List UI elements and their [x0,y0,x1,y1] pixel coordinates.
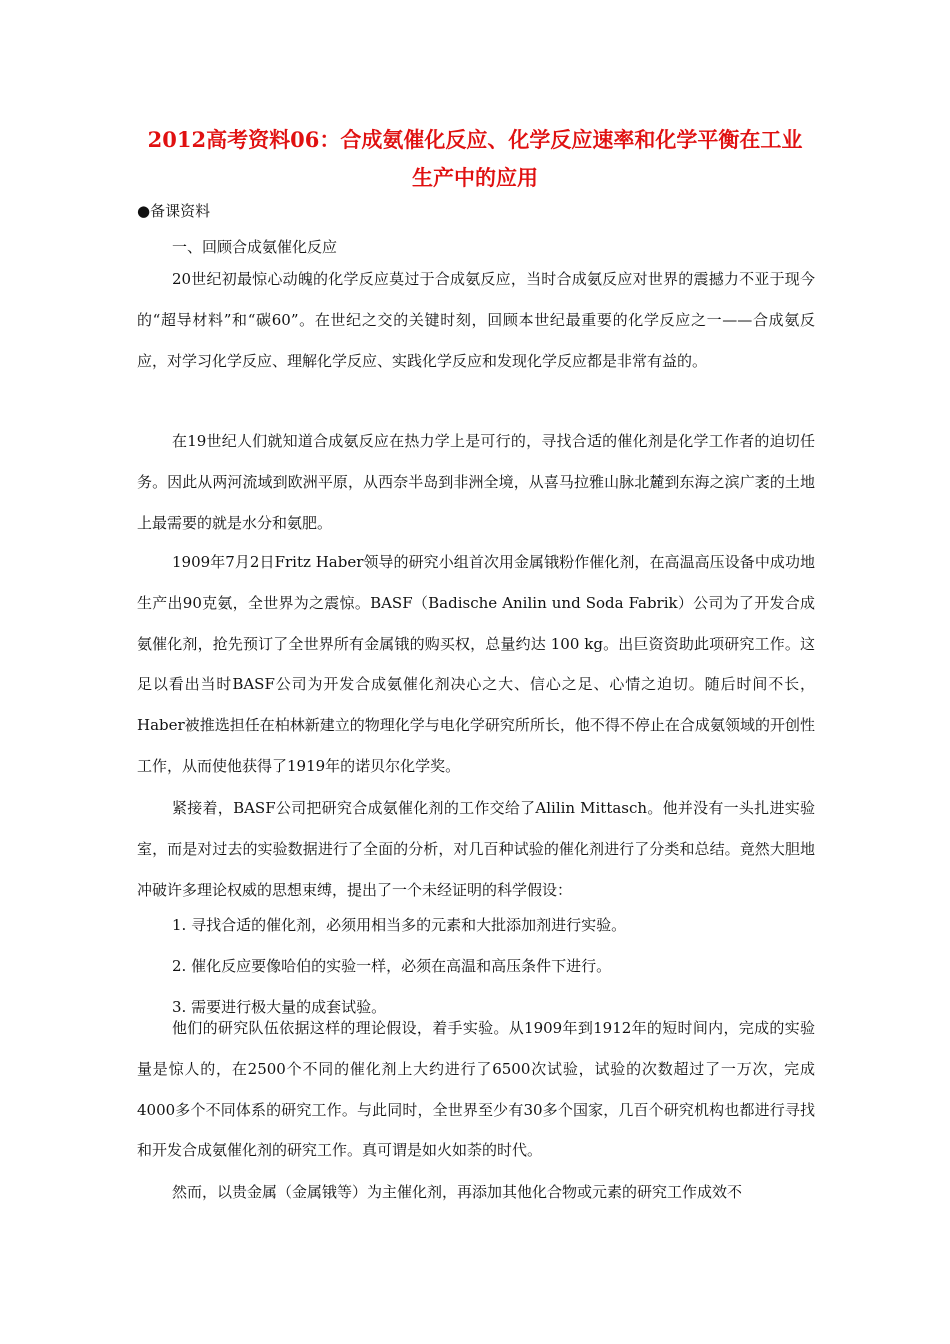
paragraph: 然而，以贵金属（金属锇等）为主催化剂，再添加其他化合物或元素的研究工作成效不 [172,1183,743,1201]
document-title [128,121,822,197]
section-marker: ●备课资料 [137,202,211,220]
paragraph: 1909年7月2日Fritz Haber领导的研究小组首次用金属锇粉作催化剂，在高温高压设备中成功地生产出90克氨，全世界为之震惊。BASF（Badische Anilin und Soda Fabrik）公司为了开发合成氨催化剂，抢先预订了全世界所有金属锇的购买权，总量约达 100 kg。出巨资资助此项研究工作。这足以看出当时BASF公司为开发合成氨催化剂决心之大、信心之足、心情之迫切。随后时间不长，Haber被推选担任在柏林新建立的物理化学与电化学研究所所长，他不得不停止在合成氨领域的开创性工作，从而使他获得了1919年的诺贝尔化学奖。 [137,553,815,775]
paragraph: 在19世纪人们就知道合成氨反应在热力学上是可行的，寻找合适的催化剂是化学工作者的迫切任务。因此从两河流域到欧洲平原，从西奈半岛到非洲全境，从喜马拉雅山脉北麓到东海之滨广袤的土地上最需要的就是水分和氨肥。 [137,432,815,532]
list-item: 2. 催化反应要像哈伯的实验一样，必须在高温和高压条件下进行。 [172,956,612,975]
title-line-2: 生产中的应用 [412,165,538,190]
subheading: 一、回顾合成氨催化反应 [172,238,338,256]
list-item: 3. 需要进行极大量的成套试验。 [172,997,387,1016]
list-item: 1. 寻找合适的催化剂，必须用相当多的元素和大批添加剂进行实验。 [172,916,627,934]
title-line-1: 2012高考资料06：合成氨催化反应、化学反应速率和化学平衡在工业 [147,127,803,152]
paragraph: 20世纪初最惊心动魄的化学反应莫过于合成氨反应，当时合成氨反应对世界的震撼力不亚于现今的“超导材料”和“碳60”。在世纪之交的关键时刻，回顾本世纪最重要的化学反应之一——合成氨反应，对学习化学反应、理解化学反应、实践化学反应和发现化学反应都是非常有益的。 [137,270,815,370]
paragraph: 紧接着，BASF公司把研究合成氨催化剂的工作交给了Alilin Mittasch。他并没有一头扎进实验室，而是对过去的实验数据进行了全面的分析，对几百种试验的催化剂进行了分类和总结。竟然大胆地冲破许多理论权威的思想束缚，提出了一个未经证明的科学假设： [137,799,815,899]
paragraph: 他们的研究队伍依据这样的理论假设，着手实验。从1909年到1912年的短时间内，完成的实验量是惊人的，在2500个不同的催化剂上大约进行了6500次试验，试验的次数超过了一万次，完成4000多个不同体系的研究工作。与此同时，全世界至少有30多个国家，几百个研究机构也都进行寻找和开发合成氨催化剂的研究工作。真可谓是如火如荼的时代。 [137,1019,815,1160]
